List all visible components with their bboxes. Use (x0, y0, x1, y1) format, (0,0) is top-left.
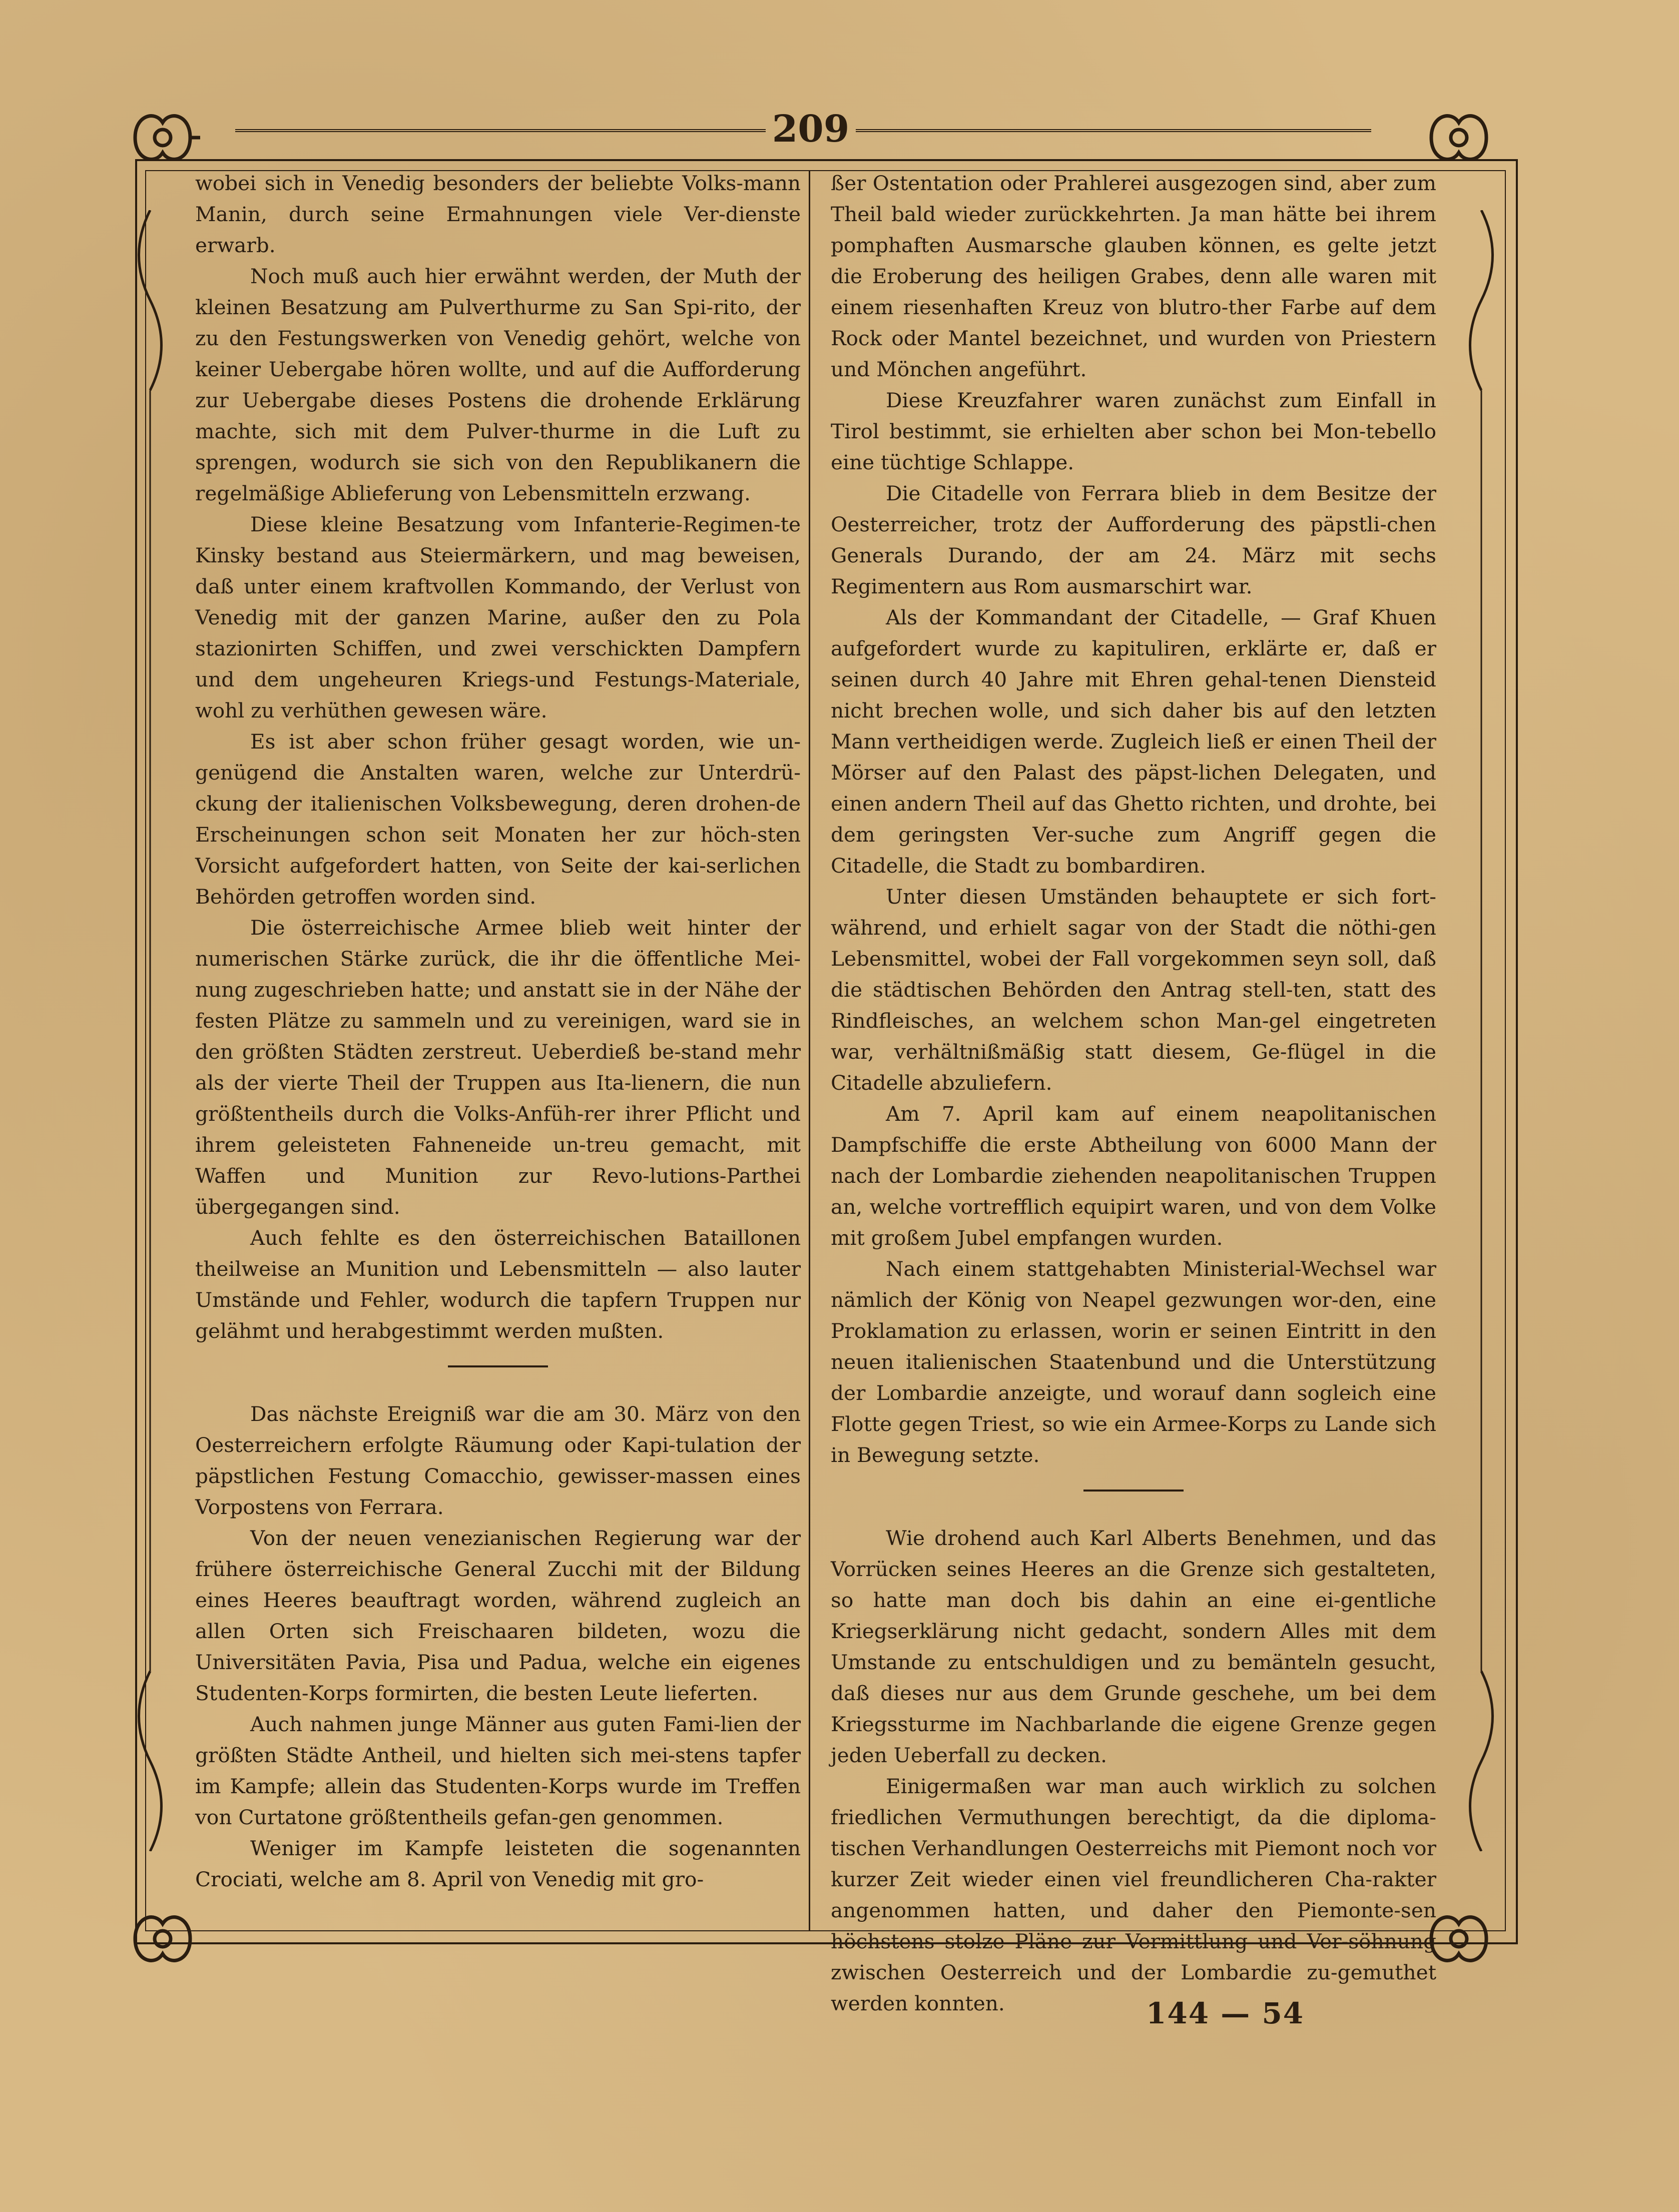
paragraph: Einigermaßen war man auch wirklich zu solchen friedlichen Vermuthungen berechtigt, da die diploma-tischen Verhandlungen Oesterreichs mit Piemont noch vor kurzer Zeit wieder einen viel freundlicheren Cha-rakter angenommen hatten, und daher den Piemonte-sen höchstens stolze Pläne zur Vermittlung und Ver-söhnung zwischen Oesterreich und der Lombardie zu-gemuthet werden konnten. (831, 1774, 1436, 2015)
right-column (831, 168, 1436, 2019)
paragraph: Am 7. April kam auf einem neapolitanischen Dampfschiffe die erste Abtheilung von 6000 Mann der nach der Lombardie ziehenden neapolitanischen Truppen an, welche vortrefflich equipirt waren, und von dem Volke mit großem Jubel empfangen wurden. (831, 1102, 1436, 1250)
paragraph: Das nächste Ereigniß war die am 30. März von den Oesterreichern erfolgte Räumung oder Kapi-tulation der päpstlichen Festung Comacchio, gewisser-massen eines Vorpostens von Ferrara. (195, 1402, 801, 1519)
paragraph: Nach einem stattgehabten Ministerial-Wechsel war nämlich der König von Neapel gezwungen wor-den, eine Proklamation zu erlassen, worin er seinen Eintritt in den neuen italienischen Staatenbund und die Unterstützung der Lombardie anzeigte, und worauf dann sogleich eine Flotte gegen Triest, so wie ein Armee-Korps zu Lande sich in Bewegung setzte. (831, 1257, 1436, 1467)
paragraph: Es ist aber schon früher gesagt worden, wie un-genügend die Anstalten waren, welche zur Unterdrü-ckung der italienischen Volksbewegung, deren drohen-de Erscheinungen schon seit Monaten her zur höch-sten Vorsicht aufgefordert hatten, von Seite der kai-serlichen Behörden getroffen worden sind. (195, 729, 801, 909)
corner-ornament-icon (1421, 100, 1496, 175)
paragraph: Von der neuen venezianischen Regierung war der frühere österreichische General Zucchi mit der Bildung eines Heeres beauftragt worden, während zugleich an allen Orten sich Freischaaren bildeten, wozu die Universitäten Pavia, Pisa und Padua, welche ein eigenes Studenten-Korps formirten, die besten Leute lieferten. (195, 1526, 801, 1705)
paragraph: Die österreichische Armee blieb weit hinter der numerischen Stärke zurück, die ihr die öffentliche Mei-nung zugeschrieben hatte; und anstatt sie in der Nähe der festen Plätze zu sammeln und zu vereinigen, ward sie in den größten Städten zerstreut. Ueberdieß be-stand mehr als der vierte Theil der Truppen aus Ita-lienern, die nun größtentheils durch die Volks-Anfüh-rer ihrer Pflicht und ihrem geleisteten Fahneneide un-treu gemacht, mit Waffen und Munition zur Revo-lutions-Parthei übergegangen sind. (195, 916, 801, 1219)
vine-border-icon (133, 210, 168, 1851)
paragraph: Auch nahmen junge Männer aus guten Fami-lien der größten Städte Antheil, und hielten sich mei-stens tapfer im Kampfe; allein das Studenten-Korps wurde im Treffen von Curtatone größtentheils gefan-gen genommen. (195, 1712, 801, 1829)
header-rule-right (856, 129, 1371, 132)
section-divider (1083, 1490, 1184, 1492)
paragraph: Noch muß auch hier erwähnt werden, der Muth der kleinen Besatzung am Pulverthurme zu San Spi-rito, der zu den Festungswerken von Venedig gehört, welche von keiner Uebergabe hören wollte, und auf die Aufforderung zur Uebergabe dieses Postens die drohende Erklärung machte, sich mit dem Pulver-thurme in die Luft zu sprengen, wodurch sie sich von den Republikanern die regelmäßige Ablieferung von Lebensmitteln erzwang. (195, 264, 801, 505)
column-divider (809, 170, 810, 1931)
paragraph: Die Citadelle von Ferrara blieb in dem Besitze der Oesterreicher, trotz der Aufforderung des päpstli-chen Generals Durando, der am 24. März mit sechs Regimentern aus Rom ausmarschirt war. (831, 481, 1436, 598)
corner-ornament-icon (125, 1901, 200, 1976)
paragraph: Unter diesen Umständen behauptete er sich fort-während, und erhielt sagar von der Stadt die nöthi-gen Lebensmittel, wobei der Fall vorgekommen seyn soll, daß die städtischen Behörden den Antrag stell-ten, statt des Rindfleisches, an welchem schon Man-gel eingetreten war, verhältnißmäßig statt diesem, Ge-flügel in die Citadelle abzuliefern. (831, 885, 1436, 1095)
section-divider (448, 1365, 548, 1367)
corner-ornament-icon (125, 100, 200, 175)
page-number: 209 (772, 108, 850, 151)
header-rule-left (235, 129, 766, 132)
footer-signature: 144 — 54 (1146, 1996, 1305, 2030)
paragraph: ßer Ostentation oder Prahlerei ausgezogen sind, aber zum Theil bald wieder zurückkehrten. Ja man hätte bei ihrem pomphaften Ausmarsche glauben können, es gelte jetzt die Eroberung des heiligen Grabes, denn alle waren mit einem riesenhaften Kreuz von blutro-ther Farbe auf dem Rock oder Mantel bezeichnet, und wurden von Priestern und Mönchen angeführt. (831, 171, 1436, 381)
paragraph: wobei sich in Venedig besonders der beliebte Volks-mann Manin, durch seine Ermahnungen viele Ver-dienste erwarb. (195, 171, 801, 257)
vine-border-icon (1464, 210, 1499, 1851)
paragraph: Weniger im Kampfe leisteten die sogenannten Crociati, welche am 8. April von Venedig mit gro- (195, 1836, 801, 1891)
paragraph: Wie drohend auch Karl Alberts Benehmen, und das Vorrücken seines Heeres an die Grenze sich gestalteten, so hatte man doch bis dahin an eine ei-gentliche Kriegserklärung nicht gedacht, sondern Alles mit dem Umstande zu entschuldigen und zu bemänteln gesucht, daß dieses nur aus dem Grunde geschehe, um bei dem Kriegssturme im Nachbarlande die eigene Grenze gegen jeden Ueberfall zu decken. (831, 1526, 1436, 1767)
paragraph: Diese Kreuzfahrer waren zunächst zum Einfall in Tirol bestimmt, sie erhielten aber schon bei Mon-tebello eine tüchtige Schlappe. (831, 388, 1436, 474)
paragraph: Auch fehlte es den österreichischen Bataillonen theilweise an Munition und Lebensmitteln — also lauter Umstände und Fehler, wodurch die tapfern Truppen nur gelähmt und herabgestimmt werden mußten. (195, 1226, 801, 1343)
paragraph: Diese kleine Besatzung vom Infanterie-Regimen-te Kinsky bestand aus Steiermärkern, und mag beweisen, daß unter einem kraftvollen Kommando, der Verlust von Venedig mit der ganzen Marine, außer den zu Pola stazionirten Schiffen, und zwei verschickten Dampfern und dem ungeheuren Kriegs-und Festungs-Materiale, wohl zu verhüthen gewesen wäre. (195, 512, 801, 722)
paragraph: Als der Kommandant der Citadelle, — Graf Khuen aufgefordert wurde zu kapituliren, erklärte er, daß er seinen durch 40 Jahre mit Ehren gehal-tenen Diensteid nicht brechen wolle, und sich daher bis auf den letzten Mann vertheidigen werde. Zugleich ließ er einen Theil der Mörser auf den Palast des päpst-lichen Delegaten, und einen andern Theil auf das Ghetto richten, und drohte, bei dem geringsten Ver-suche zum Angriff gegen die Citadelle, die Stadt zu bombardiren. (831, 605, 1436, 878)
left-column (195, 168, 801, 1895)
